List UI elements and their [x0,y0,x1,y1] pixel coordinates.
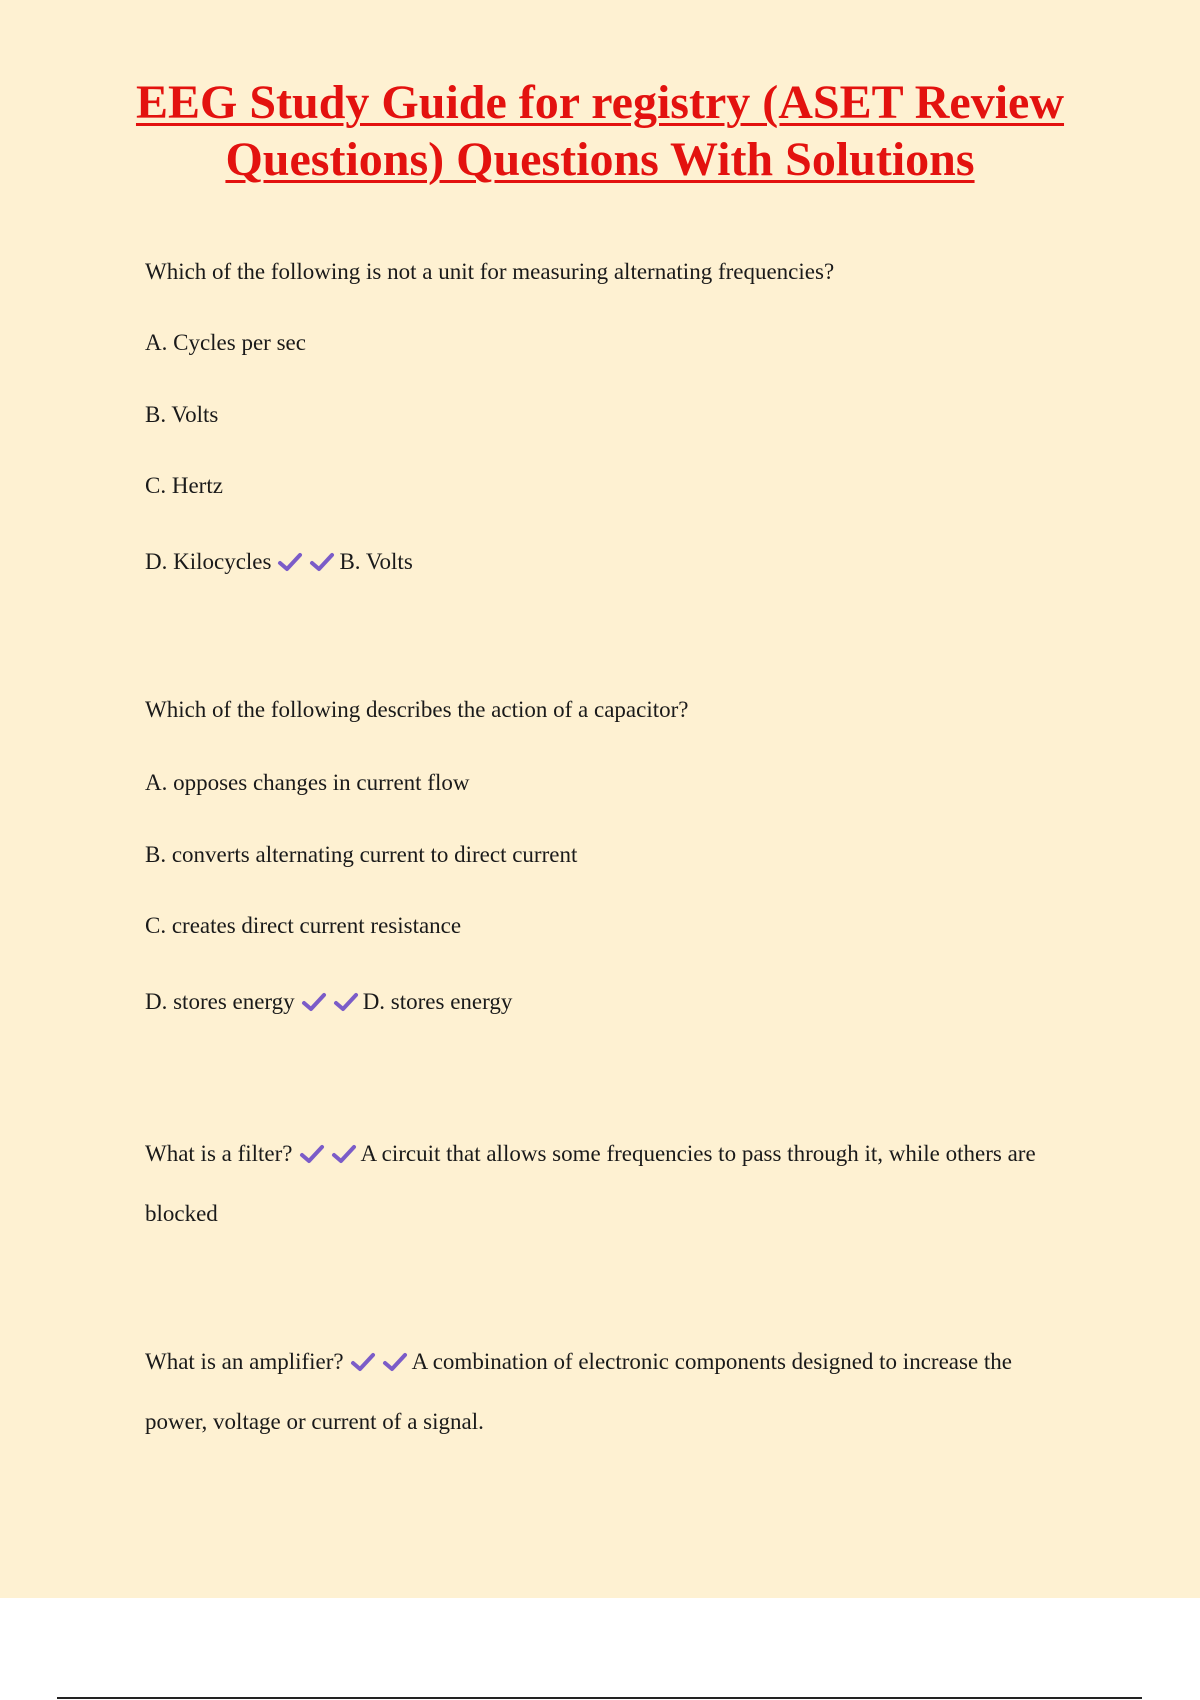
option-c: C. Hertz [145,473,223,498]
checkmark-icon [331,1143,357,1165]
answer-text: D. stores energy [362,989,513,1014]
question-text: What is an amplifier? [145,1349,344,1374]
question-answer-line [145,1140,1036,1168]
checkmark-icon [333,991,359,1013]
footer-rule [57,1697,1142,1699]
checkmark-icon [277,551,303,573]
option-a: A. Cycles per sec [145,330,306,355]
answer-text: A combination of electronic components designed to increase the [411,1349,1012,1374]
option-d-answer-line [145,988,512,1016]
option-b: B. converts alternating current to direct current [145,842,578,867]
checkmark-icon [299,1143,325,1165]
question-text: Which of the following is not a unit for measuring alternating frequencies? [145,259,835,284]
question-text: Which of the following describes the action of a capacitor? [145,697,689,722]
checkmark-icon [301,991,327,1013]
checkmark-icon [382,1351,408,1373]
option-d-answer-line [145,548,413,576]
checkmark-icon [309,551,335,573]
option-b: B. Volts [145,402,219,427]
question-text: What is a filter? [145,1141,293,1166]
answer-text: A circuit that allows some frequencies to pass through it, while others are [360,1141,1036,1166]
option-c: C. creates direct current resistance [145,913,462,938]
answer-text: B. Volts [339,549,413,574]
option-d: D. stores energy [145,989,295,1014]
checkmark-icon [350,1351,376,1373]
option-d: D. Kilocycles [145,549,272,574]
document-title: EEG Study Guide for registry (ASET Review Questions) Questions With Solutions [135,76,1065,186]
answer-continuation: blocked [145,1201,218,1226]
answer-continuation: power, voltage or current of a signal. [145,1409,484,1434]
option-a: A. opposes changes in current flow [145,770,470,795]
question-answer-line [145,1348,1012,1376]
